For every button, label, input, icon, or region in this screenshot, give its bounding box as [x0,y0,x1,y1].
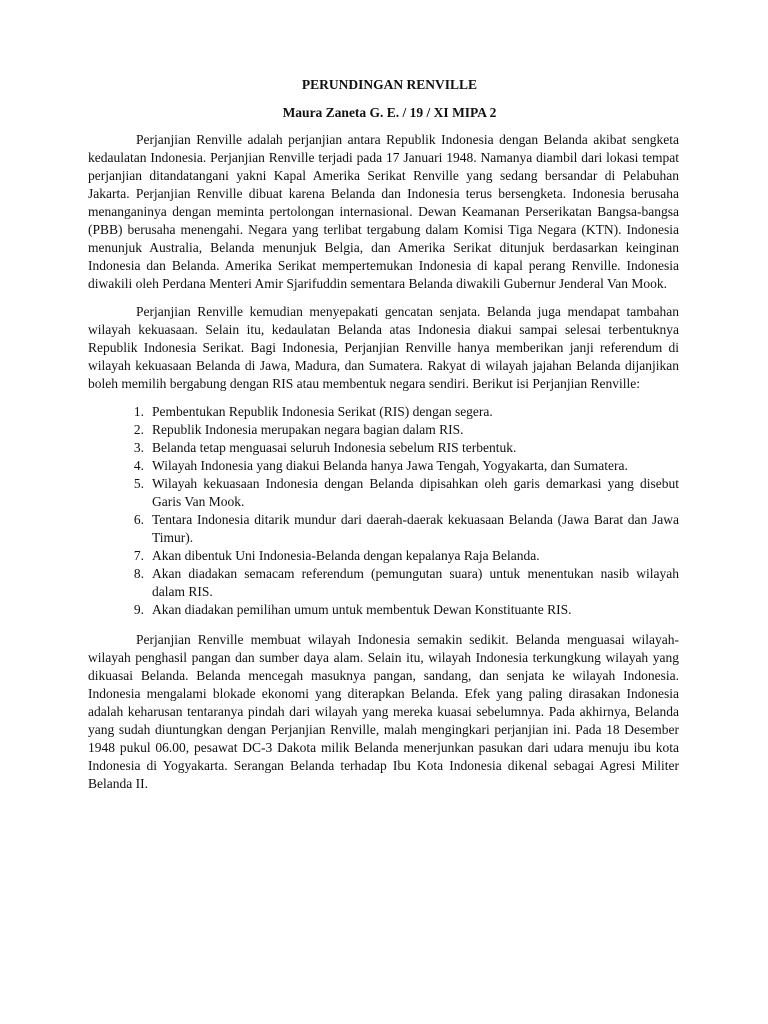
list-item-number: 5. [133,476,144,491]
list-item-text: Pembentukan Republik Indonesia Serikat (RIS) dengan segera. [152,404,493,419]
list-item-text: Wilayah Indonesia yang diakui Belanda hanya Jawa Tengah, Yogyakarta, dan Sumatera. [152,458,628,473]
paragraph-consequences: Perjanjian Renville membuat wilayah Indonesia semakin sedikit. Belanda menguasai wilayah-wilayah penghasil pangan dan sumber daya alam. Selain itu, wilayah Indonesia terkungkung wilayah yang dikuasai Belanda. Belanda mencegah masuknya pangan, sandang, dan senjata ke wilayah Indonesia. Indonesia mengalami blokade ekonomi yang diterapkan Belanda. Efek yang paling dirasakan Indonesia adalah keharusan tentaranya pindah dari wilayah yang mereka kuasai sebelumnya. Pada akhirnya, Belanda yang sudah diuntungkan dengan Perjanjian Renville, malah mengingkari perjanjian ini. Pada 18 Desember 1948 pukul 06.00, pesawat DC-3 Dakota milik Belanda menerjunkan pasukan dari udara menuju ibu kota Indonesia di Yogyakarta. Serangan Belanda terhadap Ibu Kota Indonesia dikenal sebagai Agresi Militer Belanda II. [88,632,679,791]
list-item-text: Belanda tetap menguasai seluruh Indonesia sebelum RIS terbentuk. [152,440,517,455]
list-item-number: 6. [133,512,144,527]
author-line: Maura Zaneta G. E. / 19 / XI MIPA 2 [282,105,497,120]
list-item [88,475,679,511]
list-item-text: Wilayah kekuasaan Indonesia dengan Belanda dipisahkan oleh garis demarkasi yang disebut Garis Van Mook. [152,476,679,509]
list-item-number: 2. [133,422,144,437]
paragraph-intro: Perjanjian Renville adalah perjanjian antara Republik Indonesia dengan Belanda akibat sengketa kedaulatan Indonesia. Perjanjian Renville terjadi pada 17 Januari 1948. Namanya diambil dari lokasi tempat perjanjian ditandatangani yakni Kapal Amerika Serikat Renville yang sedang bersandar di Pelabuhan Jakarta. Perjanjian Renville dibuat karena Belanda dan Indonesia terus bersengketa. Indonesia berusaha menanganinya dengan meminta pertolongan internasional. Dewan Keamanan Perserikatan Bangsa-bangsa (PBB) berusaha menengahi. Negara yang terlibat tergabung dalam Komisi Tiga Negara (KTN). Indonesia menunjuk Australia, Belanda menunjuk Belgia, dan Amerika Serikat ditunjuk berdasarkan keinginan Indonesia dan Belanda. Amerika Serikat mempertemukan Indonesia di kapal perang Renville. Indonesia diwakili oleh Perdana Menteri Amir Sjarifuddin sementara Belanda diwakili Gubernur Jenderal Van Mook. [88,132,679,291]
list-item [88,457,679,475]
list-item-number: 7. [133,548,144,563]
list-item-number: 4. [133,458,144,473]
list-item-text: Akan diadakan pemilihan umum untuk membentuk Dewan Konstituante RIS. [152,602,572,617]
list-item-number: 3. [133,440,144,455]
list-item [88,565,679,601]
list-item [88,511,679,547]
list-item-number: 1. [133,404,144,419]
document-body [88,76,679,803]
list-item-text: Akan diadakan semacam referendum (pemungutan suara) untuk menentukan nasib wilayah dalam RIS. [152,566,679,599]
list-item-text: Akan dibentuk Uni Indonesia-Belanda dengan kepalanya Raja Belanda. [152,548,540,563]
list-item [88,421,679,439]
list-item [88,547,679,565]
list-item [88,403,679,421]
paragraph-agreement: Perjanjian Renville kemudian menyepakati gencatan senjata. Belanda juga mendapat tambahan wilayah kekuasaan. Selain itu, kedaulatan Belanda atas Indonesia diakui sampai selesai terbentuknya Republik Indonesia Serikat. Bagi Indonesia, Perjanjian Renville hanya memberikan janji referendum di wilayah kekuasaan Belanda di Jawa, Madura, dan Sumatera. Rakyat di wilayah jajahan Belanda dijanjikan boleh memilih bergabung dengan RIS atau membentuk negara sendiri. Berikut isi Perjanjian Renville: [88,304,679,391]
document-title: PERUNDINGAN RENVILLE [301,77,478,92]
list-item [88,601,679,619]
list-item-text: Tentara Indonesia ditarik mundur dari daerah-daerak kekuasaan Belanda (Jawa Barat dan Jawa Timur). [152,512,679,545]
list-item-number: 9. [133,602,144,617]
list-item-number: 8. [133,566,144,581]
list-item [88,439,679,457]
list-item-text: Republik Indonesia merupakan negara bagian dalam RIS. [152,422,464,437]
agreement-list [88,403,679,619]
